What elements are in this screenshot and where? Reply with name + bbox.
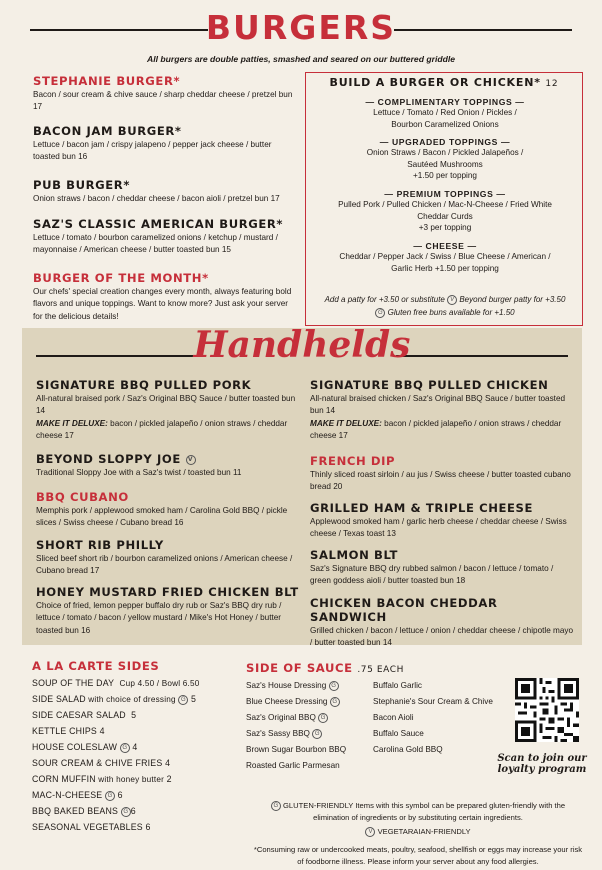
- build-line: Cheddar / Pepper Jack / Swiss / Blue Cheese / American /: [339, 252, 551, 261]
- veg-label: VEGETARAIAN-FRIENDLY: [377, 827, 471, 836]
- loyalty-line-1: Scan to join our: [497, 753, 587, 764]
- sauce-item: Brown Sugar Bourbon BBQ: [246, 745, 347, 754]
- sauce-each-price: .75 EACH: [357, 665, 405, 675]
- vegetarian-friendly-icon: V: [365, 827, 375, 837]
- side-price: 4: [99, 726, 105, 736]
- side-item: [32, 694, 196, 705]
- side-item: [32, 710, 136, 720]
- handheld-name: CHICKEN BACON CHEDDAR SANDWICH: [310, 596, 498, 624]
- side-item: [32, 758, 170, 768]
- deluxe-desc: bacon / pickled jalapeño / onion straws / cheddar cheese 17: [36, 418, 288, 441]
- side-extra: with choice of dressing: [85, 695, 176, 704]
- sauce-item: Carolina Gold BBQ: [373, 745, 443, 754]
- side-item: [32, 726, 105, 736]
- burger-name: BACON JAM BURGER*: [33, 124, 182, 138]
- build-section-heading: — CHEESE —: [413, 241, 477, 251]
- sauce-item: Stephanie's Sour Cream & Chive: [373, 697, 493, 706]
- build-note: [310, 293, 580, 319]
- sauce-name: Saz's Original BBQ: [246, 713, 316, 723]
- handheld-name: BBQ CUBANO: [36, 490, 129, 504]
- deluxe-label: MAKE IT DELUXE:: [310, 418, 382, 428]
- side-name: CORN MUFFIN: [32, 774, 96, 784]
- sauce-name: Blue Cheese Dressing: [246, 697, 328, 707]
- burger-name: STEPHANIE BURGER*: [33, 74, 181, 88]
- side-price: 5: [131, 710, 137, 720]
- gluten-friendly-note: [252, 800, 584, 823]
- handheld-name: HONEY MUSTARD FRIED CHICKEN BLT: [36, 585, 299, 599]
- build-note-1a: Add a patty for +3.50 or substitute: [324, 295, 445, 304]
- sauce-item: Buffalo Sauce: [373, 729, 424, 738]
- gf-label: GLUTEN-FRIENDLY: [283, 801, 354, 810]
- side-name: SIDE SALAD: [32, 694, 86, 704]
- handheld-desc: All-natural braised chicken / Saz's Original BBQ Sauce / butter toasted bun 14: [310, 394, 566, 416]
- handheld-name: BEYOND SLOPPY JOE: [36, 452, 181, 466]
- gf-text: Items with this symbol can be prepared gluten-friendly with the elimination of ingredients or by substituting certain ingredients.: [313, 801, 566, 822]
- side-name: KETTLE CHIPS: [32, 726, 97, 736]
- build-title-text: BUILD A BURGER OR CHICKEN*: [329, 76, 541, 89]
- sauce-name: Saz's House Dressing: [246, 681, 327, 691]
- handheld-desc: Saz's Signature BBQ dry rubbed salmon / bacon / lettuce / tomato / green goddess aioli / butter toasted bun 18: [310, 564, 554, 586]
- handheld-name: SHORT RIB PHILLY: [36, 538, 164, 552]
- handheld-name: SIGNATURE BBQ PULLED PORK: [36, 378, 252, 392]
- build-line: Pulled Pork / Pulled Chicken / Mac-N-Cheese / Fried White: [338, 200, 552, 209]
- side-price: 6: [130, 806, 136, 816]
- side-extra: with honey butter: [95, 775, 165, 784]
- gluten-friendly-icon: G: [178, 695, 188, 705]
- burger-item: [33, 271, 295, 323]
- build-section-heading: — PREMIUM TOPPINGS —: [384, 189, 506, 199]
- handheld-item: [310, 596, 574, 650]
- build-a-burger-box: [305, 72, 583, 326]
- side-price: 4: [165, 758, 171, 768]
- sauce-item: [246, 697, 340, 707]
- side-item: [32, 678, 200, 688]
- side-name: SOUP OF THE DAY: [32, 678, 115, 688]
- burger-item: [33, 74, 295, 114]
- side-name: SEASONAL VEGETABLES: [32, 822, 143, 832]
- loyalty-line-2: loyalty program: [497, 764, 587, 775]
- side-price: 4: [132, 742, 138, 752]
- side-price: 6: [145, 822, 151, 832]
- build-line: Bourbon Caramelized Onions: [391, 119, 499, 129]
- burger-name: SAZ'S CLASSIC AMERICAN BURGER*: [33, 217, 284, 231]
- gluten-friendly-icon: G: [312, 729, 322, 739]
- vegetarian-friendly-note: [252, 826, 584, 838]
- side-item: [32, 822, 151, 832]
- deluxe-desc: bacon / pickled jalapeño / onion straws / cheddar cheese 17: [310, 418, 562, 441]
- gluten-friendly-icon: G: [318, 713, 328, 723]
- vegetarian-friendly-icon: V: [447, 295, 457, 305]
- side-item: [32, 774, 172, 784]
- qr-code-icon[interactable]: [515, 678, 579, 742]
- gluten-friendly-icon: G: [329, 681, 339, 691]
- gluten-friendly-icon: G: [105, 791, 115, 801]
- loyalty-text: [496, 753, 588, 775]
- build-section-heading: — COMPLIMENTARY TOPPINGS —: [365, 97, 525, 107]
- build-section: [316, 137, 574, 182]
- build-section-heading: — UPGRADED TOPPINGS —: [379, 137, 511, 147]
- side-price: 6: [117, 790, 123, 800]
- burger-name: PUB BURGER*: [33, 178, 130, 192]
- build-line: Sautéed Mushrooms: [407, 159, 483, 169]
- build-line: Onion Straws / Bacon / Pickled Jalapeños /: [366, 148, 524, 157]
- handheld-name: SALMON BLT: [310, 548, 399, 562]
- build-section: [316, 189, 574, 234]
- gluten-friendly-icon: G: [271, 801, 281, 811]
- handhelds-title: Handhelds: [193, 324, 411, 366]
- sauce-item: [246, 713, 328, 723]
- side-name: SOUR CREAM & CHIVE FRIES: [32, 758, 163, 768]
- side-price: Cup 4.50 / Bowl 6.50: [119, 679, 200, 688]
- sauce-item: Bacon Aioli: [373, 713, 414, 722]
- handheld-desc: Choice of fried, lemon pepper buffalo dry rub or Saz's BBQ dry rub / lettuce / tomato / bacon / yellow mustard / Mike's Hot Honey / butter toasted bun 16: [36, 601, 282, 635]
- handheld-item: [310, 501, 574, 541]
- build-line: +3 per topping: [418, 223, 472, 233]
- sauce-title-text: SIDE OF SAUCE: [246, 661, 353, 675]
- gluten-friendly-icon: G: [121, 807, 131, 817]
- burger-item: [33, 124, 295, 164]
- burger-desc: Lettuce / bacon jam / crispy jalapeno / pepper jack cheese / butter toasted bun 16: [33, 140, 272, 162]
- side-item: [32, 790, 123, 801]
- burger-desc: Bacon / sour cream & chive sauce / sharp cheddar cheese / pretzel bun 17: [33, 90, 293, 112]
- burger-desc: Lettuce / tomato / bourbon caramelized onions / ketchup / mustard / mayonnaise / American cheese / butter toasted bun 15: [33, 233, 278, 255]
- handheld-desc: Traditional Sloppy Joe with a Saz's twist / toasted bun 11: [36, 468, 242, 477]
- handheld-item: [310, 548, 574, 588]
- sauce-item: Roasted Garlic Parmesan: [246, 761, 340, 770]
- handhelds-panel: [22, 324, 582, 648]
- deluxe-label: MAKE IT DELUXE:: [36, 418, 108, 428]
- gluten-friendly-icon: G: [120, 743, 130, 753]
- handheld-item: [310, 378, 574, 443]
- build-line: Cheddar Curds: [417, 211, 473, 221]
- sauce-title: [246, 661, 404, 675]
- sauce-item: [246, 681, 339, 691]
- handheld-name: SIGNATURE BBQ PULLED CHICKEN: [310, 378, 549, 392]
- side-name: HOUSE COLESLAW: [32, 742, 118, 752]
- burger-desc: Our chefs' special creation changes every month, always featuring bold flavors and unique toppings. Want to know more? Just ask your server for the delicious details!: [33, 287, 292, 321]
- sauce-item: Buffalo Garlic: [373, 681, 422, 690]
- build-note-2: Gluten free buns available for +1.50: [387, 308, 515, 317]
- burger-desc: Onion straws / bacon / cheddar cheese / bacon aioli / pretzel bun 17: [33, 194, 280, 203]
- side-item: [32, 806, 136, 817]
- handheld-desc: Sliced beef short rib / bourbon caramelized onions / American cheese / Cubano bread 17: [36, 554, 293, 576]
- build-line: Garlic Herb +1.50 per topping: [391, 263, 499, 273]
- gluten-friendly-icon: G: [375, 308, 385, 318]
- consumer-advisory: *Consuming raw or undercooked meats, poultry, seafood, shellfish or eggs may increase your risk of foodborne illness. Please inform your server about any food allergies.: [253, 845, 583, 866]
- side-name: MAC-N-CHEESE: [32, 790, 103, 800]
- side-name: BBQ BAKED BEANS: [32, 806, 119, 816]
- burger-item: [33, 217, 295, 257]
- burger-item: [33, 178, 295, 205]
- handheld-desc: All-natural braised pork / Saz's Original BBQ Sauce / butter toasted bun 14: [36, 394, 296, 416]
- build-title: [306, 76, 582, 89]
- handheld-item: [36, 452, 298, 479]
- side-item: [32, 742, 138, 753]
- handheld-desc: Grilled chicken / bacon / lettuce / onion / cheddar cheese / chipotle mayo / butter toasted bun 14: [310, 626, 574, 648]
- gluten-friendly-icon: G: [330, 697, 340, 707]
- build-section: [316, 241, 574, 274]
- handheld-item: [36, 585, 306, 637]
- build-line: Lettuce / Tomato / Red Onion / Pickles /: [373, 108, 517, 117]
- build-line: +1.50 per topping: [413, 171, 477, 181]
- build-note-1b: Beyond burger patty for +3.50: [459, 295, 566, 304]
- handheld-item: [310, 454, 574, 494]
- vegetarian-friendly-icon: V: [186, 455, 196, 465]
- handheld-item: [36, 490, 298, 530]
- burgers-subtitle: All burgers are double patties, smashed and seared on our buttered griddle: [146, 54, 455, 64]
- sauce-name: Saz's Sassy BBQ: [246, 729, 310, 739]
- handheld-item: [36, 378, 298, 443]
- handheld-desc: Thinly sliced roast sirloin / au jus / Swiss cheese / butter toasted cubano bread 20: [310, 470, 571, 492]
- sides-title: A LA CARTE SIDES: [32, 659, 160, 673]
- side-name: SIDE CAESAR SALAD: [32, 710, 126, 720]
- burger-name: BURGER OF THE MONTH*: [33, 271, 209, 285]
- handheld-desc: Applewood smoked ham / garlic herb cheese / cheddar cheese / Swiss cheese / Texas toast 13: [310, 517, 567, 539]
- build-price: 12: [545, 79, 559, 89]
- handheld-name: FRENCH DIP: [310, 454, 396, 468]
- burgers-title: BURGERS: [205, 8, 397, 47]
- build-section: [316, 97, 574, 130]
- handheld-name: GRILLED HAM & TRIPLE CHEESE: [310, 501, 534, 515]
- side-price: 2: [166, 774, 172, 784]
- sauce-item: [246, 729, 322, 739]
- side-price: 5: [191, 694, 197, 704]
- handheld-desc: Memphis pork / applewood smoked ham / Carolina Gold BBQ / pickle slices / Swiss cheese / Cubano bread 16: [36, 506, 288, 528]
- handheld-item: [36, 538, 298, 578]
